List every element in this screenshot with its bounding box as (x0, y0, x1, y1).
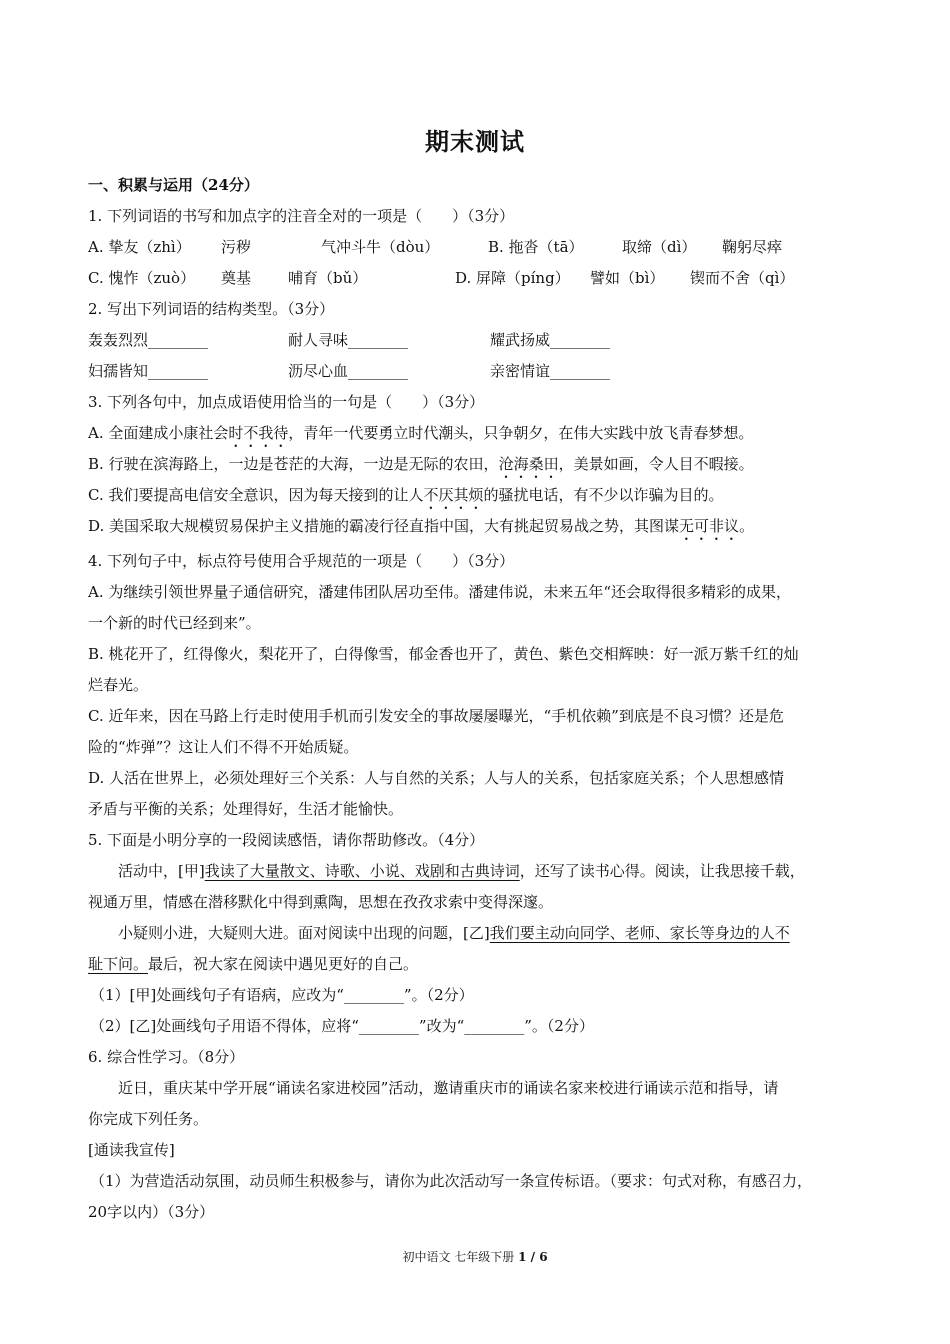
q6-task-1-line-2: 20字以内）（3分） (88, 1203, 215, 1221)
q5-subquestion-1: （1）[甲]处画线句子有语病，应改为“________”。（2分） (90, 986, 474, 1004)
q4-d-line-2: 矛盾与平衡的关系；处理得好，生活才能愉快。 (88, 800, 404, 818)
page-content (88, 170, 866, 1228)
q3-option-c (88, 480, 866, 511)
q5-p1-lead: 活动中，[甲] (118, 862, 205, 880)
q6-intro-line-2: 你完成下列任务。 (88, 1110, 209, 1128)
page-number: 1 / 6 (518, 1250, 548, 1264)
q5-p1-tail: ，还写了读书心得。阅读，让我思接千载， (519, 862, 805, 880)
q4-a-line-1: A. 为继续引领世界量子通信研究，潘建伟团队居功至伟。潘建伟说，未来五年“还会取得很多精彩的成果， (88, 583, 792, 601)
q5-para-2-line-2 (88, 949, 866, 980)
q3-option-b (88, 449, 866, 480)
q5-underlined-sentence-a: 我读了大量散文、诗歌、小说、戏剧和古典诗词 (204, 862, 520, 880)
q4-b-line-2: 烂春光。 (88, 676, 149, 694)
q2-word-1: 轰轰烈烈________ (88, 331, 209, 349)
q3-c-rest: 的骚扰电话，有不少以诈骗为目的。 (483, 486, 724, 504)
q2-word-6: 亲密情谊________ (490, 362, 611, 380)
q3-d-idiom: 无可非议 (679, 517, 740, 535)
q5-p2-tail: 最后，祝大家在阅读中遇见更好的自己。 (148, 955, 419, 973)
q1-a-3: 气冲斗牛（dòu） (321, 238, 440, 256)
q3-c-idiom: 不厌其烦 (423, 486, 484, 504)
q1-a-2: 污秽 (221, 238, 252, 256)
q1-d-3: 锲而不舍（qì） (690, 269, 795, 287)
page-footer (0, 1248, 950, 1265)
q5-subquestion-2: （2）[乙]处画线句子用语不得体，应将“________”改为“________”。（2分） (90, 1017, 594, 1035)
q4-stem: 4. 下列句子中，标点符号使用合乎规范的一项是（ ）（3分） (88, 552, 515, 570)
q3-a-rest: ，青年一代要勇立时代潮头，只争朝夕，在伟大实践中放飞青春梦想。 (288, 424, 754, 442)
q3-stem: 3. 下列各句中，加点成语使用恰当的一句是（ ）（3分） (88, 393, 485, 411)
q1-b-1: B. 拖沓（tā） (488, 238, 584, 256)
q4-d-line-1: D. 人活在世界上，必须处理好三个关系：人与自然的关系；人与人的关系，包括家庭关系；个人思想感情 (88, 769, 785, 787)
q1-d-1: D. 屏障（píng） (455, 269, 570, 287)
q2-word-4: 妇孺皆知________ (88, 362, 209, 380)
q3-a-idiom: 时不我待 (228, 424, 289, 442)
q6-intro-line-1: 近日，重庆某中学开展“诵读名家进校园”活动，邀请重庆市的诵读名家来校进行诵读示范和指导，请 (118, 1079, 779, 1097)
q4-c-line-2: 险的“炸弹”？这让人们不得不开始质疑。 (88, 738, 359, 756)
q3-d-rest: 。 (739, 517, 755, 535)
q1-c-2: 奠基 (221, 269, 252, 287)
q1-c-3: 哺育（bǔ） (288, 269, 368, 287)
q3-a-text: A. 全面建成小康社会 (88, 424, 229, 442)
q4-c-line-1: C. 近年来，因在马路上行走时使用手机而引发安全的事故屡屡曝光，“手机依赖”到底是不良习惯？还是危 (88, 707, 784, 725)
q3-option-a (88, 418, 866, 449)
q6-task-heading: [通读我宣传] (88, 1141, 175, 1159)
q1-d-2: 譬如（bì） (590, 269, 665, 287)
q3-b-text: B. 行驶在滨海路上，一边是苍茫的大海，一边是无际的农田， (88, 455, 499, 473)
section-heading: 一、积累与运用（24分） (88, 176, 259, 194)
q2-row-2 (88, 356, 866, 387)
footer-label: 初中语文 七年级下册 (402, 1250, 515, 1264)
q5-p2-lead: 小疑则小进，大疑则大进。面对阅读中出现的问题，[乙] (118, 924, 490, 942)
q4-b-line-1: B. 桃花开了，红得像火，梨花开了，白得像雪，郁金香也开了，黄色、紫色交相辉映：好一派万紫千红的灿 (88, 645, 799, 663)
q3-c-text: C. 我们要提高电信安全意识，因为每天接到的让人 (88, 486, 424, 504)
q6-stem: 6. 综合性学习。（8分） (88, 1048, 245, 1066)
q5-para-1-line-1 (88, 856, 866, 887)
q5-underlined-sentence-b: 我们要主动向同学、老师、家长等身边的人不 (489, 924, 790, 942)
q2-stem: 2. 写出下列词语的结构类型。（3分） (88, 300, 335, 318)
q1-a-1: A. 挚友（zhì） (88, 238, 191, 256)
q3-b-rest: ，美景如画，令人目不暇接。 (558, 455, 754, 473)
q5-stem: 5. 下面是小明分享的一段阅读感悟，请你帮助修改。（4分） (88, 831, 485, 849)
q4-a-line-2: 一个新的时代已经到来”。 (88, 614, 261, 632)
q1-c-1: C. 愧怍（zuò） (88, 269, 196, 287)
q1-options-ab (88, 232, 866, 263)
q1-stem: 1. 下列词语的书写和加点字的注音全对的一项是（ ）（3分） (88, 207, 515, 225)
q2-row-1 (88, 325, 866, 356)
q1-b-3: 鞠躬尽瘁 (722, 238, 783, 256)
q5-para-1-line-2: 视通万里，情感在潜移默化中得到熏陶，思想在孜孜求索中变得深邃。 (88, 893, 554, 911)
page-title: 期末测试 (425, 127, 525, 156)
q3-b-idiom: 沧海桑田 (498, 455, 559, 473)
q2-word-3: 耀武扬威________ (490, 331, 611, 349)
q2-word-2: 耐人寻味________ (288, 331, 409, 349)
q2-word-5: 沥尽心血________ (288, 362, 409, 380)
q1-options-cd (88, 263, 866, 294)
q5-para-2-line-1 (88, 918, 866, 949)
q5-underlined-sentence-b-end: 耻下问。 (88, 955, 149, 973)
q6-task-1-line-1: （1）为营造活动氛围，动员师生积极参与，请你为此次活动写一条宣传标语。（要求：句式对称，有感召力， (90, 1172, 813, 1190)
q3-option-d (88, 511, 866, 542)
q3-d-text: D. 美国采取大规模贸易保护主义措施的霸凌行径直指中国，大有挑起贸易战之势，其图谋 (88, 517, 680, 535)
q1-b-2: 取缔（dì） (622, 238, 697, 256)
